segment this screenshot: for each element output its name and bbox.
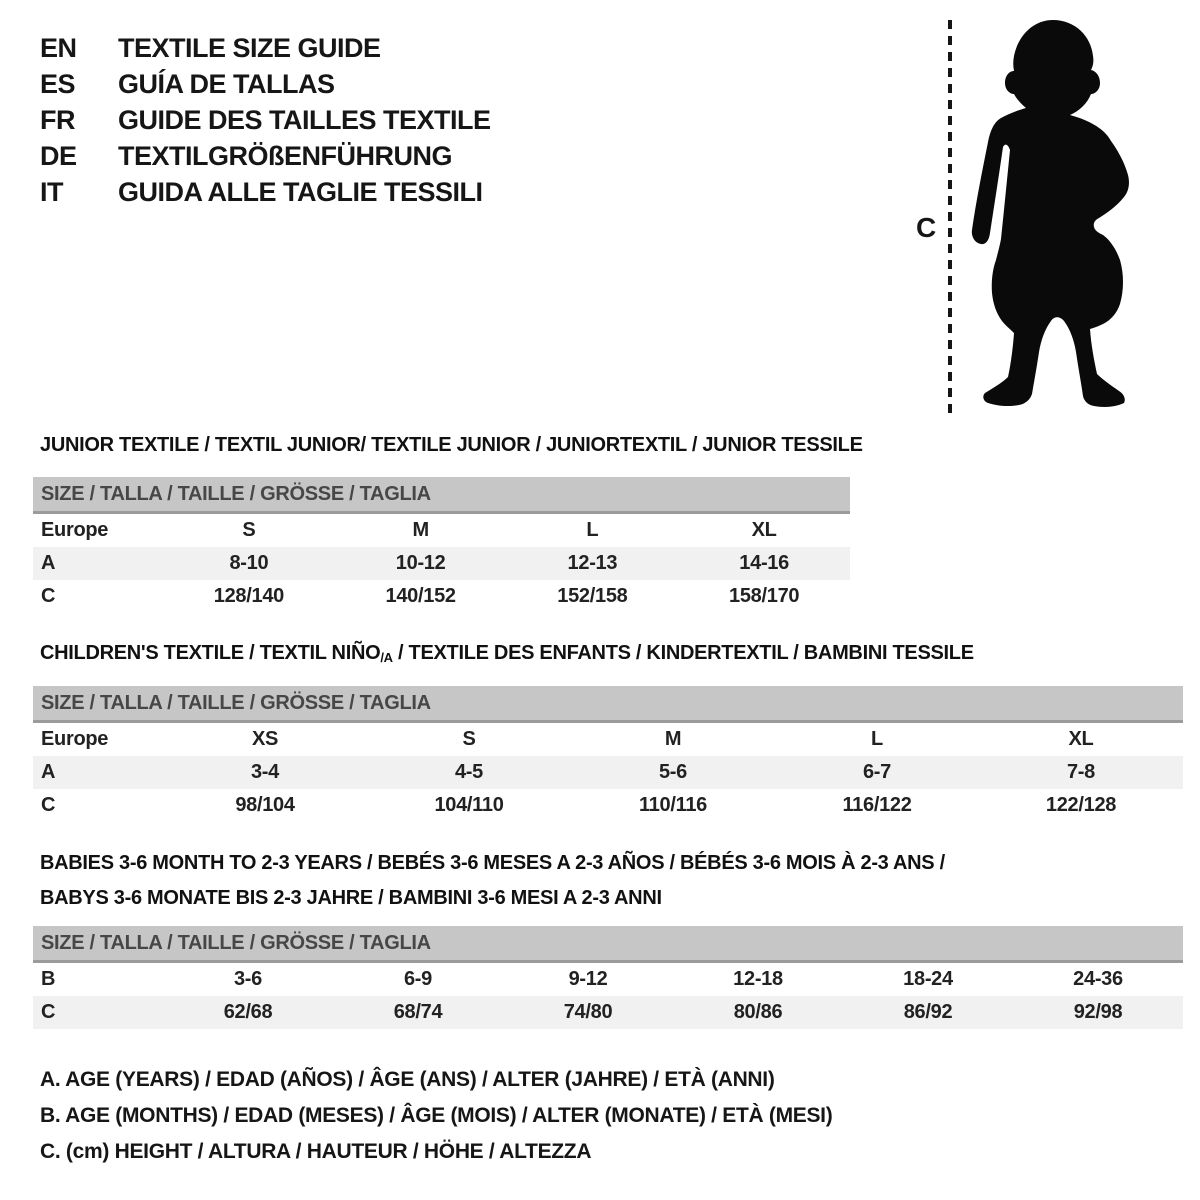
height-cell: 116/122 [842,794,912,816]
age-cell: 9-12 [568,968,608,990]
footnote-c-height: C. (cm) HEIGHT / ALTURA / HAUTEUR / HÖHE / ALTEZZA [40,1140,592,1163]
section-heading-junior: JUNIOR TEXTILE / TEXTIL JUNIOR/ TEXTILE JUNIOR / JUNIORTEXTIL / JUNIOR TESSILE [40,434,863,456]
language-code: DE [40,141,77,171]
age-cell: 3-6 [233,968,262,990]
table-header-bar: SIZE / TALLA / TAILLE / GRÖSSE / TAGLIA [33,926,1183,963]
age-cell: 18-24 [903,968,953,990]
language-row [40,66,491,102]
table-row-age [33,547,850,580]
size-table-children [33,686,1183,822]
toddler-silhouette-icon [963,14,1141,418]
table-row-height [33,789,1183,822]
size-cell: M [664,728,682,750]
height-cell: 62/68 [223,1001,273,1023]
measure-label-c: C [916,212,937,243]
heading-text: / TEXTILE DES ENFANTS / KINDERTEXTIL / BAMBINI TESSILE [392,642,974,664]
size-cell: M [412,519,429,541]
guide-title: GUIDE DES TAILLES TEXTILE [118,105,491,135]
height-cell: 74/80 [563,1001,613,1023]
row-label: C [41,1001,56,1023]
age-cell: 7-8 [1066,761,1095,783]
age-cell: 12-18 [733,968,783,990]
table-header-bar: SIZE / TALLA / TAILLE / GRÖSSE / TAGLIA [33,686,1183,723]
age-cell: 4-5 [454,761,483,783]
table-row-age [33,756,1183,789]
size-table-junior [33,477,850,613]
heading-line-2: BABYS 3-6 MONATE BIS 2-3 JAHRE / BAMBINI 3-6 MESI A 2-3 ANNI [40,887,662,909]
height-cell: 158/170 [729,585,800,607]
row-label: A [41,552,56,574]
age-cell: 3-4 [250,761,279,783]
height-cell: 128/140 [213,585,284,607]
table-row-europe [33,514,850,547]
height-cell: 98/104 [235,794,295,816]
height-cell: 86/92 [903,1001,953,1023]
language-code: IT [40,177,63,207]
footnote-b-age-months: B. AGE (MONTHS) / EDAD (MESES) / ÂGE (MOIS) / ALTER (MONATE) / ETÀ (MESI) [40,1104,833,1127]
guide-title: GUIDA ALLE TAGLIE TESSILI [118,177,483,207]
table-row-europe [33,723,1183,756]
size-table-babies [33,926,1183,1029]
size-cell: S [242,519,256,541]
age-cell: 14-16 [739,552,789,574]
language-row [40,102,491,138]
legend-block [40,1062,832,1170]
age-cell: 12-13 [567,552,618,574]
heading-subscript: /A [380,650,393,665]
age-cell: 5-6 [658,761,687,783]
row-label: C [41,585,56,607]
language-code: FR [40,105,75,135]
guide-title: GUÍA DE TALLAS [118,69,335,99]
age-cell: 24-36 [1073,968,1123,990]
language-code: ES [40,69,76,99]
heading-line-1: BABIES 3-6 MONTH TO 2-3 YEARS / BEBÉS 3-6 MESES A 2-3 AÑOS / BÉBÉS 3-6 MOIS À 2-3 ANS / [40,852,945,874]
height-cell: 152/158 [557,585,628,607]
language-row [40,138,491,174]
age-cell: 8-10 [229,552,269,574]
height-cell: 92/98 [1073,1001,1123,1023]
size-cell: XL [751,519,777,541]
guide-title: TEXTILGRÖßENFÜHRUNG [118,141,452,171]
height-cell: 110/116 [639,794,707,816]
row-label: Europe [41,519,109,541]
table-header-bar: SIZE / TALLA / TAILLE / GRÖSSE / TAGLIA [33,477,850,514]
language-row [40,30,491,66]
section-heading-children [40,642,974,665]
row-label: A [41,761,56,783]
size-cell: L [871,728,883,750]
size-cell: XL [1068,728,1094,750]
height-cell: 104/110 [434,794,504,816]
height-cell: 80/86 [733,1001,783,1023]
heading-text: CHILDREN'S TEXTILE / TEXTIL NIÑO [40,642,381,664]
height-measure-dashed-line [948,20,952,416]
size-cell: XS [251,728,279,750]
height-cell: 140/152 [385,585,456,607]
language-title-block [40,30,491,210]
age-cell: 6-7 [862,761,891,783]
row-label: C [41,794,56,816]
size-cell: L [586,519,599,541]
age-cell: 10-12 [395,552,446,574]
height-cell: 68/74 [393,1001,443,1023]
language-code: EN [40,33,77,63]
footnote-a-age-years: A. AGE (YEARS) / EDAD (AÑOS) / ÂGE (ANS) / ALTER (JAHRE) / ETÀ (ANNI) [40,1068,775,1091]
row-label: Europe [41,728,109,750]
table-row-age-months [33,963,1183,996]
age-cell: 6-9 [403,968,432,990]
table-row-height [33,580,850,613]
guide-title: TEXTILE SIZE GUIDE [118,33,381,63]
row-label: B [41,968,56,990]
section-heading-babies [40,846,945,916]
size-cell: S [462,728,476,750]
table-row-height [33,996,1183,1029]
language-row [40,174,491,210]
height-cell: 122/128 [1045,794,1117,816]
